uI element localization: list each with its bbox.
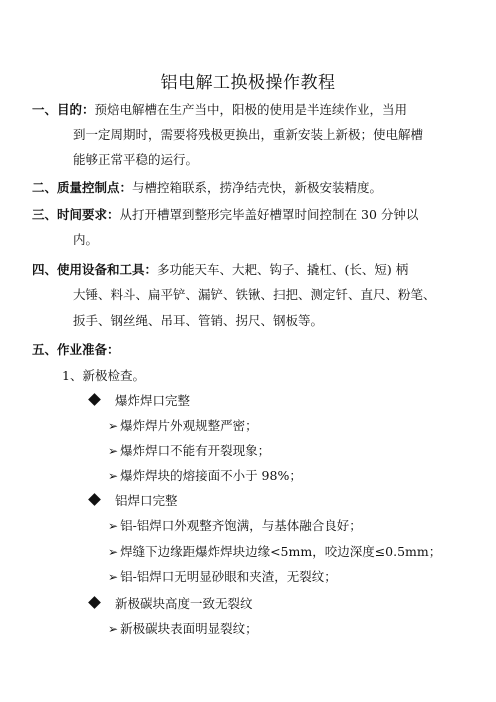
section-preparation: [32, 342, 120, 358]
arrow-text: 焊缝下边缘距爆炸焊块边缘<5mm，咬边深度≤0.5mm；: [120, 544, 442, 559]
arrow-text: 爆炸焊片外观规整严密；: [120, 418, 258, 433]
diamond-bullet-icon: [88, 393, 101, 406]
bullet-text: 新极碳块高度一致无裂纹: [115, 596, 253, 611]
section-number: 四、: [32, 262, 58, 277]
section-tools: [32, 262, 408, 278]
bullet-item: [90, 493, 178, 509]
arrow-bullet-icon: ➢: [108, 519, 119, 533]
subsection-heading: 1、新极检查。: [62, 368, 145, 383]
arrow-item: [108, 544, 441, 560]
section-time: [32, 207, 418, 223]
section-text-cont: 大锤、料斗、扁平铲、漏铲、铁锹、扫把、测定钎、直尺、粉笔、: [73, 287, 436, 302]
arrow-item: [108, 468, 302, 484]
section-key: 目的：: [57, 102, 95, 117]
section-text-cont: 扳手、钢丝绳、吊耳、管销、拐尺、钢板等。: [73, 313, 324, 328]
arrow-text: 爆炸焊块的熔接面不小于 98%；: [120, 468, 302, 483]
section-text: 多功能天车、大耙、钩子、撬杠、(长、短) 柄: [157, 262, 409, 277]
arrow-bullet-icon: ➢: [108, 419, 119, 433]
arrow-text: 爆炸焊口不能有开裂现象；: [120, 443, 271, 458]
arrow-bullet-icon: ➢: [108, 570, 119, 584]
document-title: 铝电解工换极操作教程: [160, 73, 336, 93]
arrow-bullet-icon: ➢: [108, 545, 119, 559]
section-text: 预焙电解槽在生产当中，阳极的使用是半连续作业，当用: [94, 102, 408, 117]
arrow-text: 铝-铝焊口无明显砂眼和夹渣，无裂纹；: [120, 569, 337, 584]
section-text-cont: 内。: [73, 232, 99, 247]
section-text-cont: 能够正常平稳的运行。: [73, 152, 199, 167]
diamond-bullet-icon: [88, 493, 101, 506]
section-key: 质量控制点：: [57, 180, 133, 195]
arrow-item: [108, 443, 270, 459]
arrow-item: [108, 418, 258, 434]
section-text: 与槽控箱联系，捞净结壳快，新极安装精度。: [132, 180, 383, 195]
section-purpose: [32, 102, 407, 118]
section-number: 五、: [32, 342, 58, 357]
section-key: 作业准备：: [57, 342, 120, 357]
bullet-text: 铝焊口完整: [115, 493, 178, 508]
section-quality: [32, 180, 382, 196]
bullet-item: [90, 596, 253, 612]
diamond-bullet-icon: [88, 596, 101, 609]
section-key: 时间要求：: [57, 207, 120, 222]
section-number: 二、: [32, 180, 58, 195]
arrow-item: [108, 569, 337, 585]
arrow-item: [108, 621, 258, 637]
bullet-text: 爆炸焊口完整: [115, 393, 191, 408]
section-key: 使用设备和工具：: [57, 262, 158, 277]
section-text: 从打开槽罩到整形完毕盖好槽罩时间控制在 30 分钟以: [119, 207, 419, 222]
bullet-item: [90, 393, 190, 409]
arrow-bullet-icon: ➢: [108, 622, 119, 636]
arrow-text: 铝-铝焊口外观整齐饱满，与基体融合良好；: [120, 518, 362, 533]
section-number: 一、: [32, 102, 58, 117]
arrow-text: 新极碳块表面明显裂纹；: [120, 621, 258, 636]
arrow-bullet-icon: ➢: [108, 469, 119, 483]
section-number: 三、: [32, 207, 58, 222]
section-text-cont: 到一定周期时，需要将残极更换出，重新安装上新极；使电解槽: [73, 127, 424, 142]
arrow-bullet-icon: ➢: [108, 444, 119, 458]
arrow-item: [108, 518, 362, 534]
